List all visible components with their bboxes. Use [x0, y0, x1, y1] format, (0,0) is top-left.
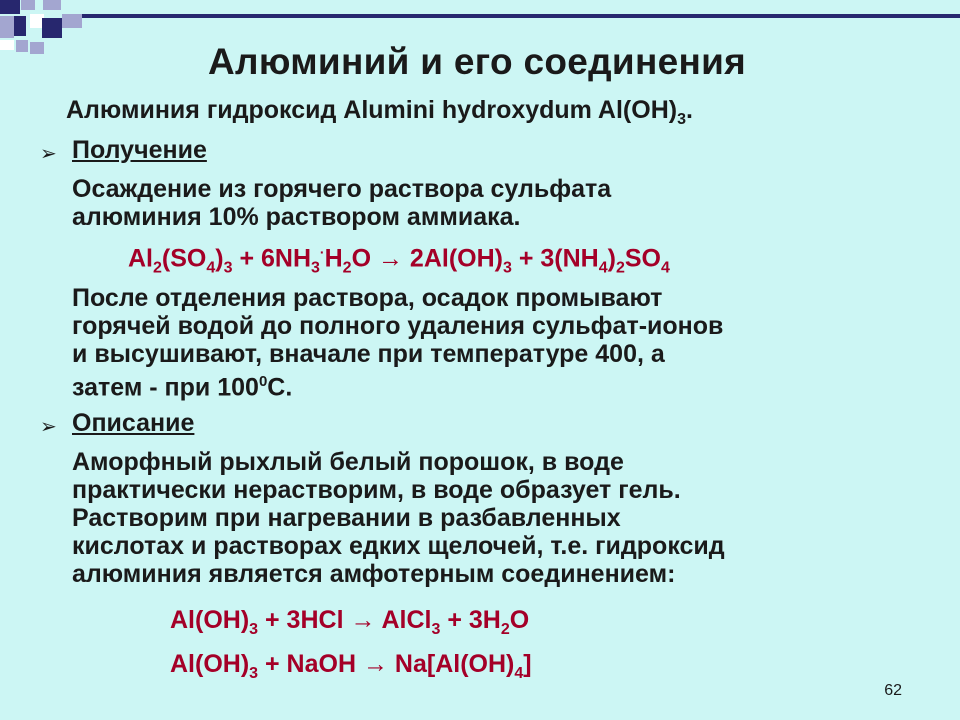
top-bar [82, 14, 960, 18]
slide-title: Алюминий и его соединения [208, 41, 747, 82]
bullet-description [40, 409, 194, 439]
slide-subtitle: Алюминия гидроксид Alumini hydroxydum $Al(OH)_3$. [66, 96, 693, 128]
bullet-production [40, 136, 207, 166]
paragraph-precipitation: Осаждение из горячего раствора сульфата алюминия 10% раствором аммиака. [72, 175, 612, 231]
arrow-right-bullet-icon: ➢ [40, 143, 57, 166]
arrow-icon: → [362, 650, 388, 678]
section-heading-production: Получение [72, 136, 207, 164]
section-heading-description: Описание [72, 409, 195, 437]
equation-synthesis: $Al_2(SO_4)_3 + 6NH_3^\cdot H_2O \to 2Al(OH)_3 + 3(NH_4)_2SO_4$ [128, 244, 670, 277]
page-number: 62 [884, 682, 902, 699]
arrow-icon: → [377, 244, 403, 273]
arrow-icon: → [350, 606, 376, 634]
paragraph-description: Аморфный рыхлый белый порошок, в воде практически нерастворим, в воде образует гель. Растворим при нагревании в разбавленных кислотах и растворах едких щелочей, т.е. гидроксид алюминия является амфотерным соединением: [72, 448, 725, 588]
equation-hcl: $Al(OH)_3 + 3HCl$ → AlCl$_3$ + $3H_2O$ [170, 606, 530, 638]
paragraph-washing: После отделения раствора, осадок промывают горячей водой до полного удаления сульфат-ионов и высушивают, вначале при температуре 400, а затем - при $100^0С$. [72, 284, 724, 402]
arrow-right-bullet-icon: ➢ [40, 416, 57, 439]
equation-naoh: $Al(OH)_3$ + NaOH → $Na[Al(OH)_4]$ [170, 650, 532, 682]
